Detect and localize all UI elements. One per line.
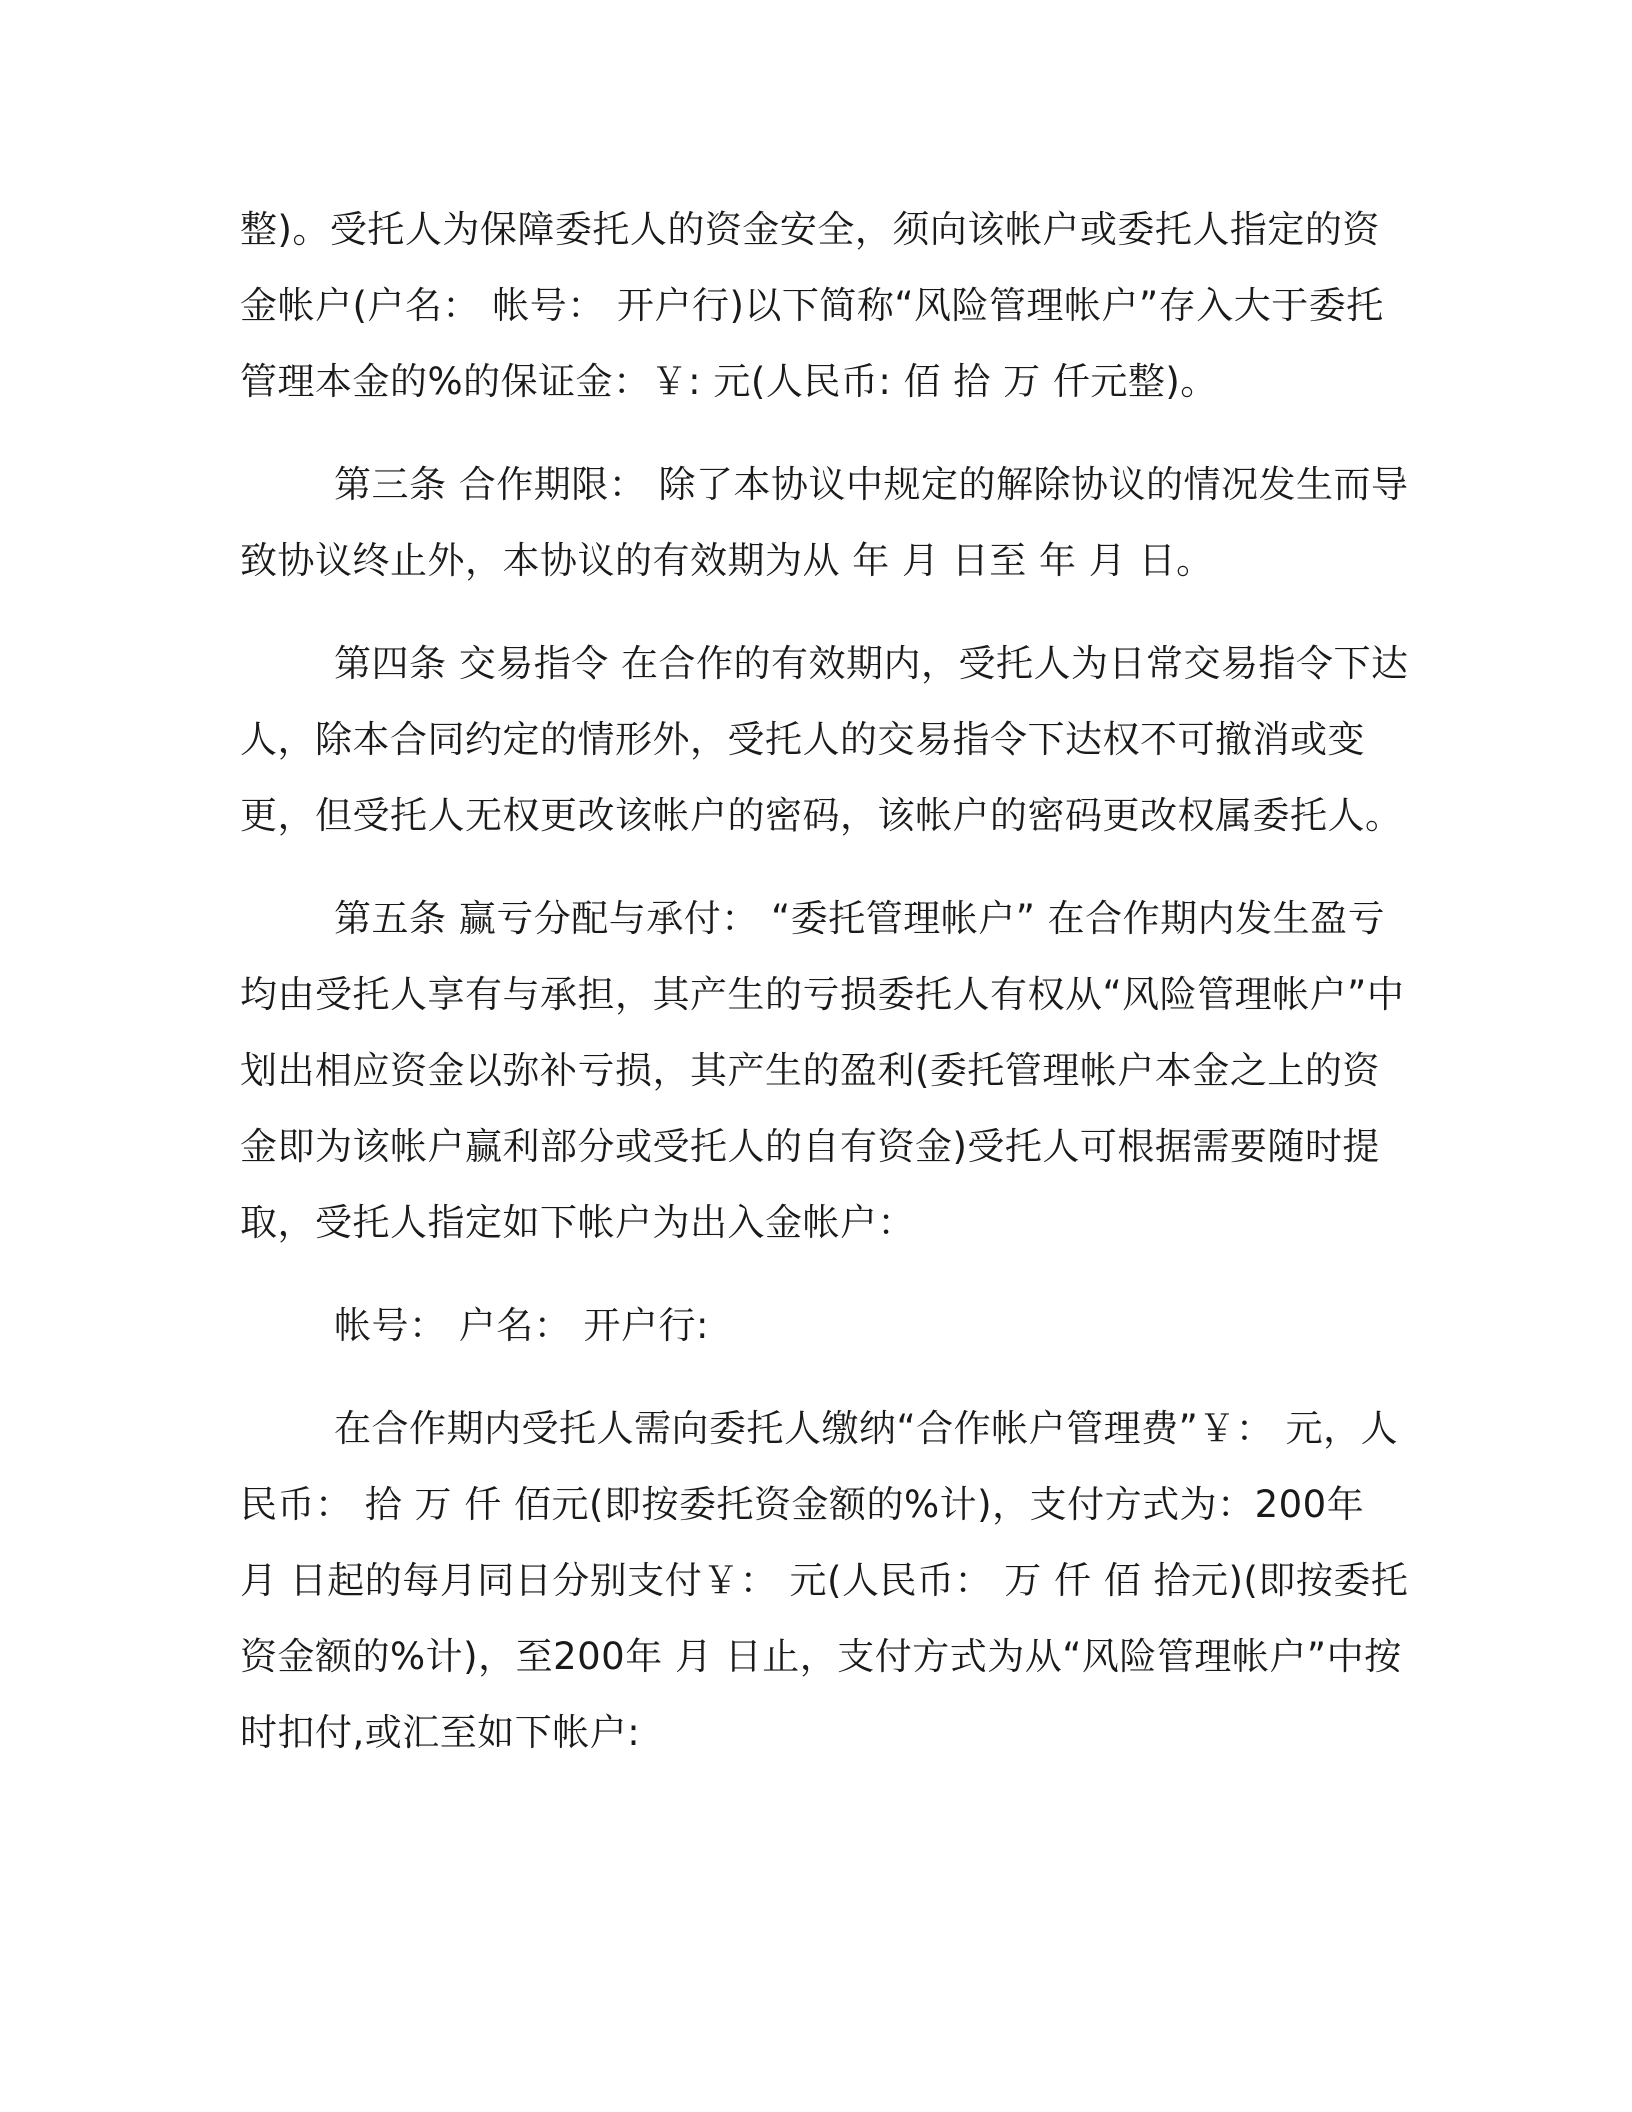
- paragraph-article-3-term: 第三条 合作期限： 除了本协议中规定的解除协议的情况发生而导致协议终止外，本协议的有效期为从 年 月 日至 年 月 日。: [240, 463, 1409, 582]
- paragraph-management-fee: 在合作期内受托人需向委托人缴纳“合作帐户管理费”￥： 元，人民币： 拾 万 仟 佰元(即按委托资金额的%计)，支付方式为：200年 月 日起的每月同日分别支付￥： 元(人民币： 万 仟 佰 拾元)(即按委托资金额的%计)，至200年 月 日止，支付方式为从“风险管理帐户”中按时扣付,或汇至如下帐户:: [240, 1407, 1409, 1754]
- document-body: [240, 192, 1410, 1771]
- paragraph-deposit-clause: 整)。受托人为保障委托人的资金安全，须向该帐户或委托人指定的资金帐户(户名： 帐号： 开户行)以下简称“风险管理帐户”存入大于委托管理本金的%的保证金：￥: 元(人民币: 佰 拾 万 仟元整)。: [240, 208, 1384, 403]
- paragraph-article-4-trading-instructions: 第四条 交易指令 在合作的有效期内，受托人为日常交易指令下达人，除本合同约定的情形外，受托人的交易指令下达权不可撤消或变更，但受托人无权更改该帐户的密码，该帐户的密码更改权属委托人。: [240, 642, 1409, 837]
- paragraph-article-5-profit-loss: 第五条 赢亏分配与承付： “委托管理帐户” 在合作期内发生盈亏均由受托人享有与承担，其产生的亏损委托人有权从“风险管理帐户”中划出相应资金以弥补亏损，其产生的盈利(委托管理帐户本金之上的资金即为该帐户赢利部分或受托人的自有资金)受托人可根据需要随时提取，受托人指定如下帐户为出入金帐户：: [240, 897, 1405, 1244]
- paragraph-account-details: 帐号： 户名： 开户行:: [334, 1304, 709, 1347]
